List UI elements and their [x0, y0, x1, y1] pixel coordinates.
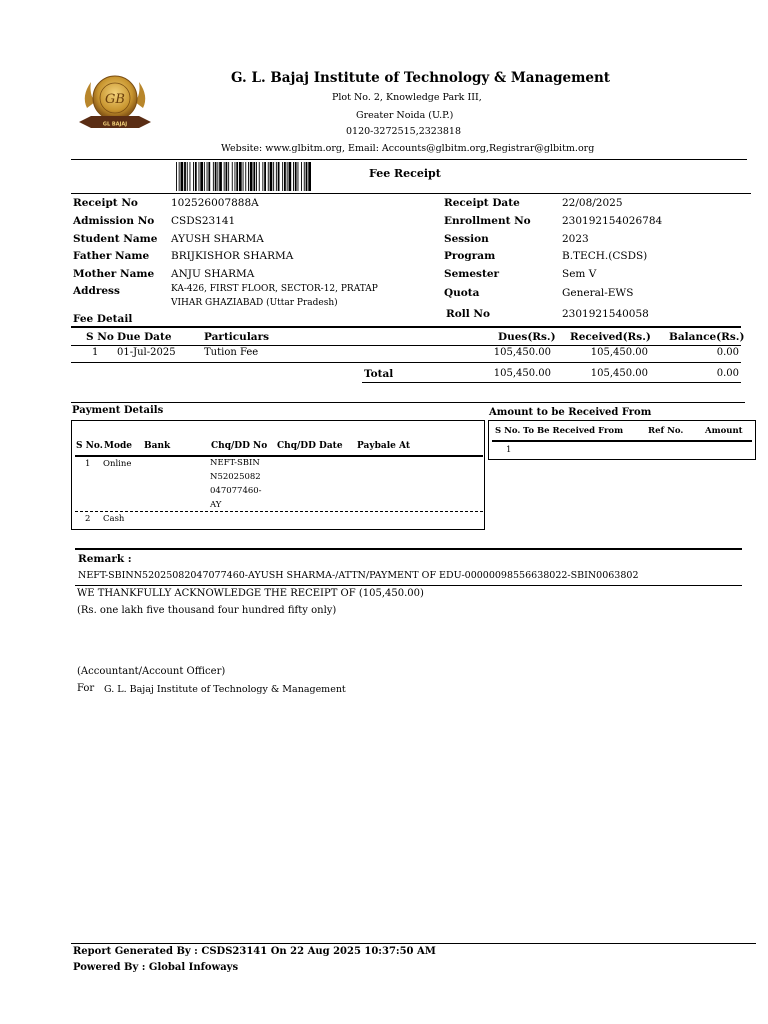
address-line2: VIHAR GHAZIABAD (Uttar Pradesh) [171, 298, 338, 308]
program-label: Program [444, 250, 496, 262]
divider [71, 345, 741, 346]
divider [71, 362, 741, 363]
pay-header-mode: Mode [104, 441, 132, 451]
address-line1: KA-426, FIRST FLOOR, SECTOR-12, PRATAP [171, 284, 378, 294]
svg-text:GB: GB [105, 92, 125, 107]
pay-header-bank: Bank [144, 441, 171, 451]
signatory: (Accountant/Account Officer) [77, 666, 226, 677]
fee-row-sno: 1 [92, 347, 99, 358]
fee-row-dues: 105,450.00 [493, 347, 551, 358]
payment-table [71, 420, 485, 530]
institute-contact: Website: www.glbitm.org, Email: Accounts@glbitm.org,Registrar@glbitm.org [221, 143, 595, 154]
amount-in-words: (Rs. one lakh five thousand four hundred fifty only) [77, 605, 337, 616]
for-label: For [77, 683, 95, 694]
pay-row1-mode: Online [103, 459, 132, 469]
admission-no-value: CSDS23141 [171, 215, 236, 227]
quota-value: General-EWS [562, 287, 634, 299]
divider [75, 585, 742, 586]
divider [75, 548, 742, 550]
pay-header-chq-date: Chq/DD Date [277, 441, 343, 451]
fee-header-dues: Dues(Rs.) [498, 331, 556, 343]
svg-text:GL BAJAJ: GL BAJAJ [102, 121, 128, 128]
pay-row2-mode: Cash [103, 514, 125, 524]
powered-by: Powered By : Global Infoways [73, 962, 239, 973]
amt-header-sno: S No. [495, 426, 521, 436]
acknowledge-text: WE THANKFULLY ACKNOWLEDGE THE RECEIPT OF (105,450.00) [77, 588, 424, 599]
fee-total-dues: 105,450.00 [493, 368, 551, 379]
fee-header-due-date: Due Date [117, 331, 172, 343]
institute-address-line2: Greater Noida (U.P.) [356, 110, 454, 121]
amt-header-from: To Be Received From [523, 426, 624, 436]
receipt-date-label: Receipt Date [444, 197, 520, 209]
amt-header-amount: Amount [705, 426, 743, 436]
receipt-title: Fee Receipt [369, 167, 441, 180]
student-name-label: Student Name [73, 233, 158, 245]
pay-row1-sno: 1 [85, 459, 91, 469]
fee-header-received: Received(Rs.) [570, 331, 651, 343]
divider [71, 326, 741, 328]
quota-label: Quota [444, 287, 480, 299]
pay-header-sno: S No. [76, 441, 103, 451]
amount-from-table [488, 420, 756, 460]
divider [71, 402, 745, 403]
divider [362, 382, 741, 383]
remark-text: NEFT-SBINN52025082047077460-AYUSH SHARMA-/ATTN/PAYMENT OF EDU-00000098556638022-SBIN0063802 [78, 570, 639, 581]
fee-total-received: 105,450.00 [590, 368, 648, 379]
footer-divider [71, 943, 756, 944]
student-name-value: AYUSH SHARMA [171, 233, 264, 245]
roll-no-value: 2301921540058 [562, 308, 649, 320]
institute-address-line1: Plot No. 2, Knowledge Park III, [332, 92, 482, 103]
receipt-no-value: 102526007888A [171, 197, 259, 209]
institute-logo [75, 68, 155, 136]
father-name-label: Father Name [73, 250, 150, 262]
fee-row-balance: 0.00 [716, 347, 739, 358]
mother-name-label: Mother Name [73, 268, 155, 280]
pay-row1-chq-line3: 047077460- [210, 486, 262, 496]
pay-header-chq-no: Chq/DD No [211, 441, 268, 451]
institute-name: G. L. Bajaj Institute of Technology & Management [231, 70, 611, 86]
enrollment-no-label: Enrollment No [444, 215, 531, 227]
divider [75, 511, 483, 512]
fee-header-balance: Balance(Rs.) [669, 331, 745, 343]
fee-detail-title: Fee Detail [73, 313, 133, 325]
pay-header-payable: Paybale At [357, 441, 410, 451]
receipt-date-value: 22/08/2025 [562, 197, 623, 209]
enrollment-no-value: 230192154026784 [562, 215, 663, 227]
amount-from-title: Amount to be Received From [489, 407, 652, 418]
pay-row1-chq-line2: N52025082 [210, 472, 261, 482]
session-value: 2023 [562, 233, 589, 245]
pay-row2-sno: 2 [85, 514, 91, 524]
semester-value: Sem V [562, 268, 597, 280]
fee-row-particulars: Tution Fee [204, 347, 259, 358]
mother-name-value: ANJU SHARMA [171, 268, 255, 280]
payment-details-title: Payment Details [72, 405, 164, 416]
program-value: B.TECH.(CSDS) [562, 250, 648, 262]
admission-no-label: Admission No [73, 215, 155, 227]
report-generated: Report Generated By : CSDS23141 On 22 Aug 2025 10:37:50 AM [73, 946, 436, 957]
institute-phone: 0120-3272515,2323818 [346, 126, 462, 137]
amt-header-ref: Ref No. [648, 426, 684, 436]
fee-header-sno: S No [86, 331, 114, 343]
session-label: Session [444, 233, 489, 245]
for-institute: G. L. Bajaj Institute of Technology & Management [104, 684, 346, 695]
fee-total-label: Total [364, 368, 394, 380]
divider [492, 440, 752, 442]
address-label: Address [73, 285, 120, 297]
semester-label: Semester [444, 268, 500, 280]
receipt-no-label: Receipt No [73, 197, 138, 209]
remark-label: Remark : [78, 553, 132, 565]
roll-no-label: Roll No [446, 308, 490, 320]
divider [71, 159, 747, 160]
fee-total-balance: 0.00 [716, 368, 739, 379]
barcode [175, 162, 312, 191]
fee-header-particulars: Particulars [204, 331, 270, 343]
pay-row1-chq-line1: NEFT-SBIN [210, 458, 260, 468]
father-name-value: BRIJKISHOR SHARMA [171, 250, 294, 262]
divider [75, 455, 483, 457]
divider [71, 193, 751, 194]
amt-row-sno: 1 [506, 445, 512, 455]
fee-row-received: 105,450.00 [590, 347, 648, 358]
fee-row-due-date: 01-Jul-2025 [117, 347, 176, 358]
pay-row1-chq-line4: AY [210, 500, 222, 510]
